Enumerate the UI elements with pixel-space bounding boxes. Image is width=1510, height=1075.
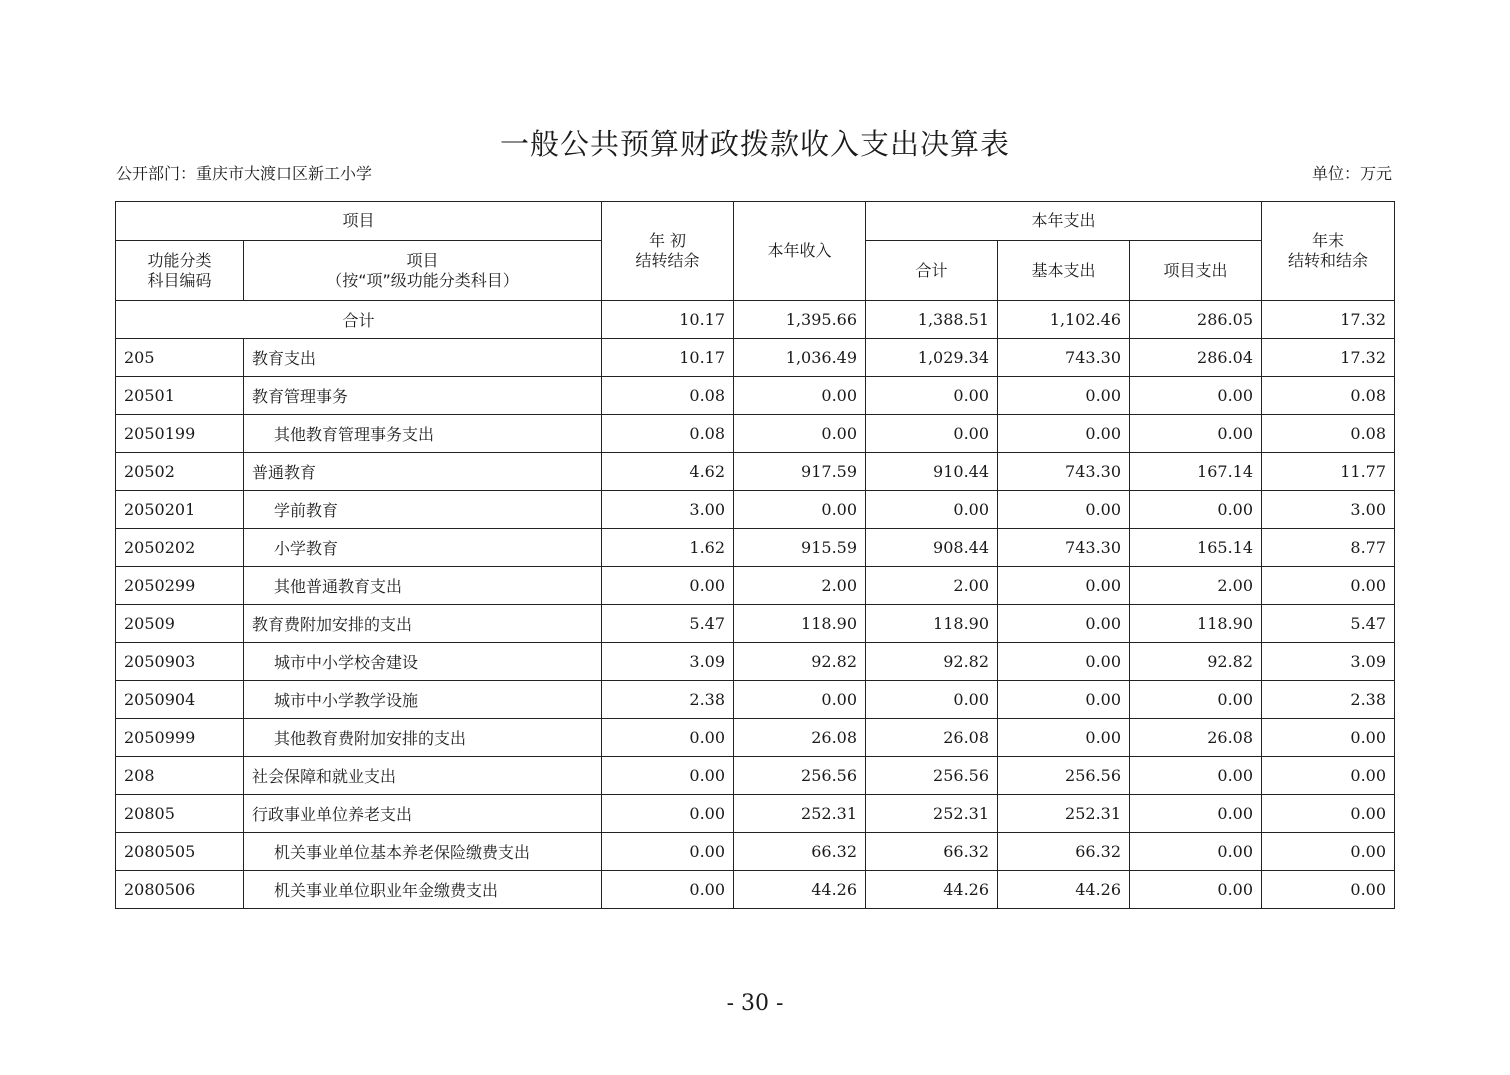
total-closing: 17.32 [1262, 301, 1395, 339]
row-name: 社会保障和就业支出 [244, 757, 602, 795]
row-closing: 0.00 [1262, 567, 1395, 605]
row-name: 城市中小学校舍建设 [244, 643, 602, 681]
row-closing: 0.00 [1262, 795, 1395, 833]
row-income: 44.26 [734, 871, 866, 909]
unit-label: 单位：万元 [1311, 164, 1392, 183]
row-expense-total: 118.90 [866, 605, 998, 643]
total-income: 1,395.66 [734, 301, 866, 339]
table-row [116, 529, 1395, 567]
row-name: 教育支出 [244, 339, 602, 377]
table-row [116, 643, 1395, 681]
row-project: 0.00 [1130, 415, 1262, 453]
row-project: 0.00 [1130, 871, 1262, 909]
row-opening: 5.47 [602, 605, 734, 643]
row-code: 20509 [116, 605, 244, 643]
row-expense-total: 0.00 [866, 681, 998, 719]
table-row [116, 491, 1395, 529]
row-basic: 743.30 [998, 529, 1130, 567]
row-code: 20501 [116, 377, 244, 415]
table-row [116, 567, 1395, 605]
department-label: 公开部门：重庆市大渡口区新工小学 [116, 164, 373, 183]
row-closing: 0.00 [1262, 757, 1395, 795]
row-project: 0.00 [1130, 795, 1262, 833]
row-name: 行政事业单位养老支出 [244, 795, 602, 833]
total-project: 286.05 [1130, 301, 1262, 339]
row-income: 915.59 [734, 529, 866, 567]
row-code: 2080505 [116, 833, 244, 871]
row-expense-total: 908.44 [866, 529, 998, 567]
row-income: 917.59 [734, 453, 866, 491]
row-project: 0.00 [1130, 757, 1262, 795]
row-basic: 0.00 [998, 681, 1130, 719]
row-basic: 0.00 [998, 605, 1130, 643]
row-code: 205 [116, 339, 244, 377]
row-opening: 3.09 [602, 643, 734, 681]
row-closing: 0.00 [1262, 833, 1395, 871]
row-opening: 4.62 [602, 453, 734, 491]
row-basic: 66.32 [998, 833, 1130, 871]
row-expense-total: 910.44 [866, 453, 998, 491]
row-income: 66.32 [734, 833, 866, 871]
row-expense-total: 44.26 [866, 871, 998, 909]
row-income: 0.00 [734, 681, 866, 719]
row-project: 167.14 [1130, 453, 1262, 491]
row-expense-total: 1,029.34 [866, 339, 998, 377]
row-basic: 0.00 [998, 415, 1130, 453]
row-name: 教育管理事务 [244, 377, 602, 415]
header-item-group: 项目 [116, 202, 602, 241]
row-basic: 252.31 [998, 795, 1130, 833]
table-row [116, 795, 1395, 833]
row-code: 2050903 [116, 643, 244, 681]
row-opening: 0.00 [602, 567, 734, 605]
row-project: 0.00 [1130, 377, 1262, 415]
page-title: 一般公共预算财政拨款收入支出决算表 [499, 127, 1010, 161]
row-opening: 10.17 [602, 339, 734, 377]
row-code: 2050999 [116, 719, 244, 757]
row-name: 机关事业单位职业年金缴费支出 [244, 871, 602, 909]
row-income: 26.08 [734, 719, 866, 757]
table-row [116, 833, 1395, 871]
budget-table [115, 201, 1395, 909]
row-expense-total: 92.82 [866, 643, 998, 681]
row-basic: 0.00 [998, 643, 1130, 681]
total-opening: 10.17 [602, 301, 734, 339]
table-row [116, 871, 1395, 909]
header-basic-expense: 基本支出 [998, 241, 1130, 301]
row-income: 0.00 [734, 415, 866, 453]
row-opening: 0.00 [602, 795, 734, 833]
header-opening-balance: 年 初 结转结余 [602, 202, 734, 301]
row-code: 2050299 [116, 567, 244, 605]
row-expense-total: 252.31 [866, 795, 998, 833]
row-basic: 0.00 [998, 567, 1130, 605]
row-closing: 3.09 [1262, 643, 1395, 681]
row-basic: 743.30 [998, 339, 1130, 377]
row-income: 92.82 [734, 643, 866, 681]
row-opening: 0.08 [602, 415, 734, 453]
row-closing: 3.00 [1262, 491, 1395, 529]
row-closing: 0.08 [1262, 377, 1395, 415]
row-closing: 2.38 [1262, 681, 1395, 719]
row-project: 0.00 [1130, 491, 1262, 529]
row-basic: 0.00 [998, 491, 1130, 529]
total-label: 合计 [116, 301, 602, 339]
row-basic: 0.00 [998, 719, 1130, 757]
row-code: 2050201 [116, 491, 244, 529]
table-row [116, 339, 1395, 377]
header-income: 本年收入 [734, 202, 866, 301]
row-code: 20805 [116, 795, 244, 833]
page-number: - 30 - [726, 991, 784, 1016]
row-income: 252.31 [734, 795, 866, 833]
row-opening: 0.00 [602, 833, 734, 871]
row-closing: 0.00 [1262, 871, 1395, 909]
row-income: 1,036.49 [734, 339, 866, 377]
row-name: 其他教育管理事务支出 [244, 415, 602, 453]
row-income: 2.00 [734, 567, 866, 605]
row-name: 学前教育 [244, 491, 602, 529]
row-code: 2050199 [116, 415, 244, 453]
row-basic: 0.00 [998, 377, 1130, 415]
header-project-expense: 项目支出 [1130, 241, 1262, 301]
header-closing-balance: 年末 结转和结余 [1262, 202, 1395, 301]
row-opening: 3.00 [602, 491, 734, 529]
row-code: 20502 [116, 453, 244, 491]
row-expense-total: 0.00 [866, 491, 998, 529]
row-expense-total: 26.08 [866, 719, 998, 757]
row-name: 小学教育 [244, 529, 602, 567]
row-expense-total: 2.00 [866, 567, 998, 605]
row-income: 256.56 [734, 757, 866, 795]
row-project: 2.00 [1130, 567, 1262, 605]
row-name: 其他普通教育支出 [244, 567, 602, 605]
row-code: 208 [116, 757, 244, 795]
row-opening: 0.00 [602, 719, 734, 757]
header-code: 功能分类 科目编码 [116, 241, 244, 301]
row-opening: 0.08 [602, 377, 734, 415]
total-basic: 1,102.46 [998, 301, 1130, 339]
row-project: 0.00 [1130, 833, 1262, 871]
row-closing: 8.77 [1262, 529, 1395, 567]
table-row [116, 757, 1395, 795]
row-project: 0.00 [1130, 681, 1262, 719]
row-expense-total: 0.00 [866, 415, 998, 453]
row-expense-total: 256.56 [866, 757, 998, 795]
row-closing: 0.00 [1262, 719, 1395, 757]
row-name: 城市中小学教学设施 [244, 681, 602, 719]
row-opening: 0.00 [602, 757, 734, 795]
row-basic: 743.30 [998, 453, 1130, 491]
table-row [116, 681, 1395, 719]
row-project: 92.82 [1130, 643, 1262, 681]
row-code: 2050202 [116, 529, 244, 567]
table-row [116, 605, 1395, 643]
row-closing: 5.47 [1262, 605, 1395, 643]
row-closing: 11.77 [1262, 453, 1395, 491]
row-basic: 44.26 [998, 871, 1130, 909]
header-expense-group: 本年支出 [866, 202, 1262, 241]
table-row [116, 377, 1395, 415]
row-opening: 2.38 [602, 681, 734, 719]
row-opening: 1.62 [602, 529, 734, 567]
total-row [116, 301, 1395, 339]
row-name: 普通教育 [244, 453, 602, 491]
total-expense: 1,388.51 [866, 301, 998, 339]
row-project: 118.90 [1130, 605, 1262, 643]
row-opening: 0.00 [602, 871, 734, 909]
table-row [116, 415, 1395, 453]
row-project: 286.04 [1130, 339, 1262, 377]
row-expense-total: 0.00 [866, 377, 998, 415]
row-code: 2080506 [116, 871, 244, 909]
row-project: 26.08 [1130, 719, 1262, 757]
table-row [116, 719, 1395, 757]
row-name: 其他教育费附加安排的支出 [244, 719, 602, 757]
row-expense-total: 66.32 [866, 833, 998, 871]
row-name: 教育费附加安排的支出 [244, 605, 602, 643]
row-closing: 17.32 [1262, 339, 1395, 377]
header-expense-total: 合计 [866, 241, 998, 301]
row-closing: 0.08 [1262, 415, 1395, 453]
row-project: 165.14 [1130, 529, 1262, 567]
row-basic: 256.56 [998, 757, 1130, 795]
row-code: 2050904 [116, 681, 244, 719]
row-income: 0.00 [734, 377, 866, 415]
header-item-name: 项目 （按“项”级功能分类科目） [244, 241, 602, 301]
row-income: 118.90 [734, 605, 866, 643]
table-row [116, 453, 1395, 491]
row-name: 机关事业单位基本养老保险缴费支出 [244, 833, 602, 871]
row-income: 0.00 [734, 491, 866, 529]
